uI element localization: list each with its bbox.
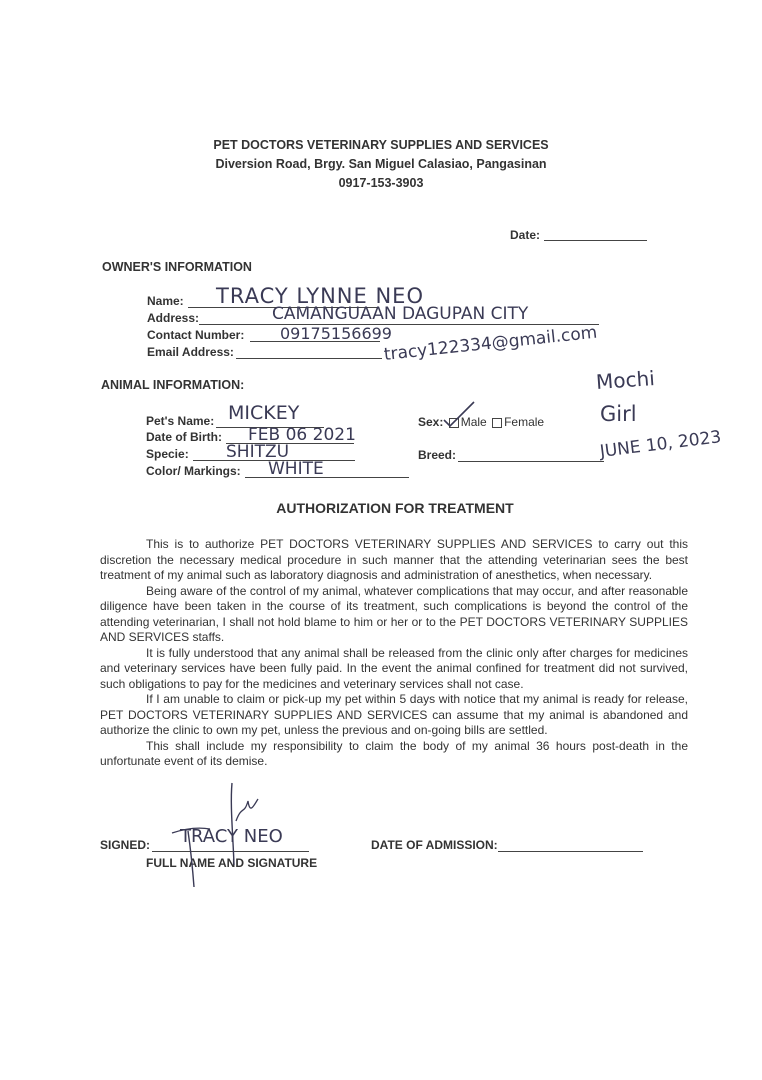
dob-label: Date of Birth: <box>146 430 222 444</box>
authorization-paragraph-4: If I am unable to claim or pick-up my pet within 5 days with notice that my animal is ready for release, PET DOCTORS VETERINARY SUPPLIES AND SERVICES can assume that my animal is abandoned and authorize the clinic to own my pet, unless the previous and on-going bills are settled. <box>100 692 688 737</box>
sex-field <box>418 415 544 429</box>
authorization-paragraph-3: It is fully understood that any animal shall be released from the clinic only after charges for medicines and veterinary services have been fully paid. In the event the animal confined for treatment did not survived, such obligations to pay for the medicines and veterinary services shall not case. <box>100 645 688 691</box>
owner-address-value: CAMANGUAAN DAGUPAN CITY <box>272 304 529 324</box>
sex-female-checkbox[interactable] <box>492 418 502 428</box>
owner-address-label: Address: <box>147 311 200 325</box>
pet-name-value: MICKEY <box>228 402 300 424</box>
clinic-name: PET DOCTORS VETERINARY SUPPLIES AND SERVICES <box>213 138 549 152</box>
email-line[interactable] <box>236 358 382 359</box>
animal-section-title: ANIMAL INFORMATION: <box>101 378 245 392</box>
date-of-admission-label: DATE OF ADMISSION: <box>371 838 498 852</box>
specie-label: Specie: <box>146 447 189 461</box>
signed-label: SIGNED: <box>100 838 151 852</box>
owner-address-line[interactable] <box>199 324 599 325</box>
sex-check-mark <box>440 400 480 428</box>
note-pet-nickname: Mochi <box>595 365 656 395</box>
authorization-paragraph-2: Being aware of the control of my animal, whatever complications that may occur, and after reasonable diligence have been taken in the course of its treatment, such complications is beyond the control of the attending veterinarian, I shall not hold blame to him or her or to the PET DOCTORS VETERINARY SUPPLIES AND SERVICES staffs. <box>100 583 688 644</box>
specie-value: SHITZU <box>226 442 290 462</box>
email-value: tracy122334@gmail.com <box>382 322 599 365</box>
signed-name-value: TRACY NEO <box>180 826 283 847</box>
authorization-paragraph-5: This shall include my responsibility to claim the body of my animal 36 hours post-death in the unfortunate event of its demise. <box>100 738 688 768</box>
authorization-paragraph-1: This is to authorize PET DOCTORS VETERINARY SUPPLIES AND SERVICES to carry out this discretion the necessary medical procedure in such manner that the attending veterinarian sees the best treatment of my animal such as laboratory diagnosis and administration of anesthetics, when necessary. <box>100 537 688 582</box>
color-markings-label: Color/ Markings: <box>146 464 241 478</box>
date-label: Date: <box>510 228 541 242</box>
clinic-phone: 0917-153-3903 <box>338 176 424 190</box>
contact-number-label: Contact Number: <box>147 328 245 342</box>
sex-label: Sex: <box>418 415 444 429</box>
owner-section-title: OWNER'S INFORMATION <box>102 260 252 274</box>
owner-name-value: TRACY LYNNE NEO <box>216 284 424 308</box>
owner-name-label: Name: <box>147 294 184 308</box>
breed-label: Breed: <box>418 448 457 462</box>
color-markings-value: WHITE <box>268 459 324 479</box>
pet-name-label: Pet's Name: <box>146 414 215 428</box>
note-pet-sex: Girl <box>600 402 637 426</box>
date-line[interactable] <box>544 240 647 241</box>
date-of-admission-line[interactable] <box>498 851 643 852</box>
clinic-address: Diversion Road, Brgy. San Miguel Calasiao, Pangasinan <box>215 157 547 171</box>
sex-male-label: Male <box>460 415 487 429</box>
authorization-body <box>100 537 688 770</box>
contact-number-value: 09175156699 <box>280 324 392 343</box>
authorization-title: AUTHORIZATION FOR TREATMENT <box>276 500 514 516</box>
sex-female-label: Female <box>504 415 545 429</box>
email-label: Email Address: <box>147 345 234 359</box>
note-date: JUNE 10, 2023 <box>598 427 723 462</box>
dob-value: FEB 06 2021 <box>248 425 356 445</box>
full-name-signature-label: FULL NAME AND SIGNATURE <box>146 856 318 870</box>
handwritten-signature <box>170 775 290 895</box>
breed-line[interactable] <box>458 461 604 462</box>
